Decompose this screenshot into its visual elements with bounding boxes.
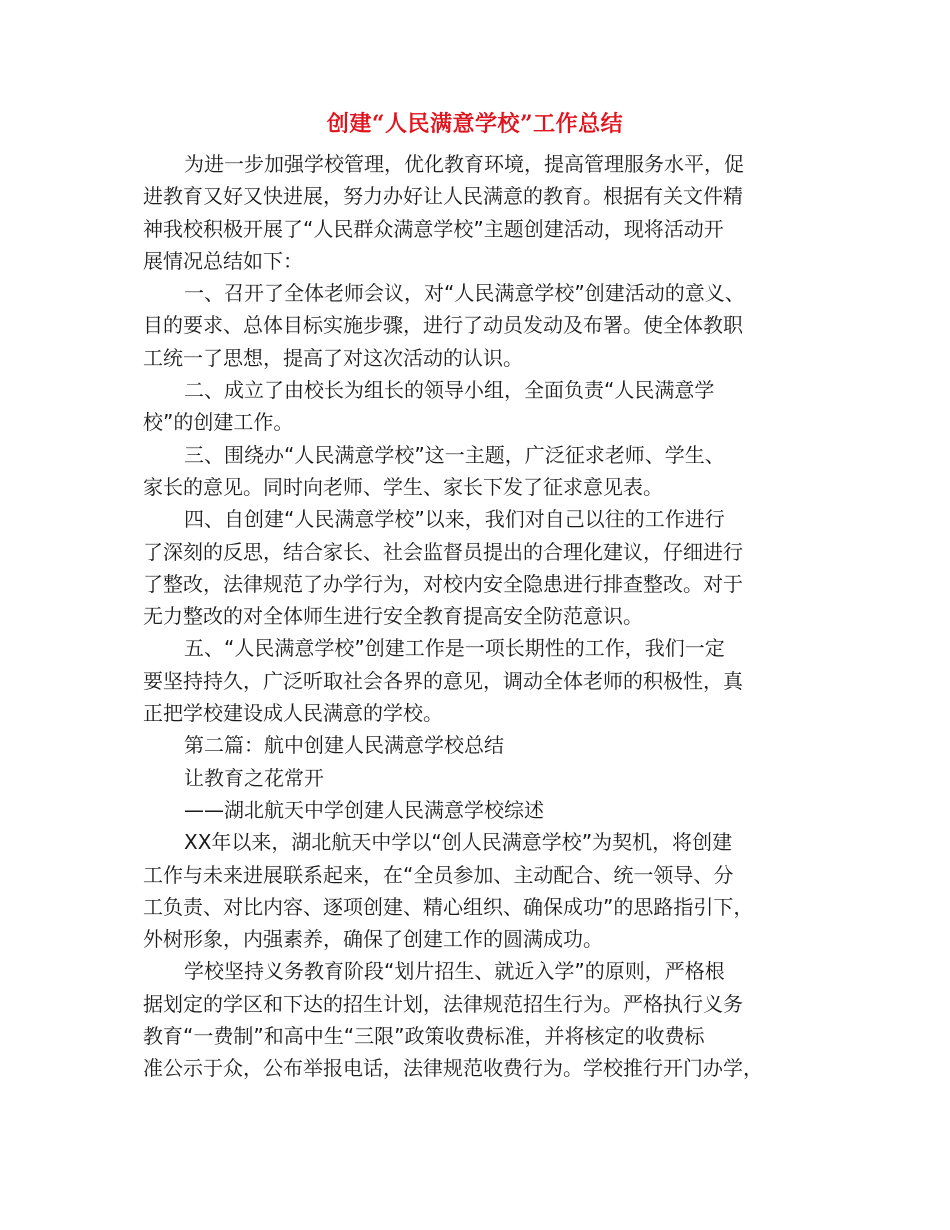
body-line: 展情况总结如下： [143, 248, 303, 273]
body-line: 神我校积极开展了“人民群众满意学校”主题创建活动，现将活动开 [143, 216, 724, 241]
body-line: 校”的创建工作。 [143, 410, 294, 435]
body-line: 要坚持持久，广泛听取社会各界的意见，调动全体老师的积极性，真 [143, 668, 743, 693]
body-line: 一、召开了全体老师会议，对“人民满意学校”创建活动的意义、 [184, 281, 745, 306]
body-line: 二、成立了由校长为组长的领导小组，全面负责“人民满意学 [184, 378, 715, 403]
body-line: 目的要求、总体目标实施步骤，进行了动员发动及布署。使全体教职 [143, 313, 743, 338]
body-line: 学校坚持义务教育阶段“划片招生、就近入学”的原则，严格根 [184, 959, 725, 984]
body-line: 准公示于众，公布举报电话，法律规范收费行为。学校推行开门办学， [143, 1056, 763, 1081]
body-line: 了整改，法律规范了办学行为，对校内安全隐患进行排查整改。对于 [143, 571, 743, 596]
body-line: ——湖北航天中学创建人民满意学校综述 [184, 797, 544, 822]
body-line: 教育“一费制”和高中生“三限”政策收费标准，并将核定的收费标 [143, 1024, 705, 1049]
body-line: 工负责、对比内容、逐项创建、精心组织、确保成功”的思路指引下， [143, 894, 754, 919]
body-line: 外树形象，内强素养，确保了创建工作的圆满成功。 [143, 927, 603, 952]
document-title: 创建“人民满意学校”工作总结 [326, 111, 624, 137]
document-body [143, 148, 808, 1085]
body-line: 家长的意见。同时向老师、学生、家长下发了征求意见表。 [143, 474, 663, 499]
body-line: 正把学校建设成人民满意的学校。 [143, 701, 443, 726]
body-line: 工统一了思想，提高了对这次活动的认识。 [143, 345, 523, 370]
body-line: 无力整改的对全体师生进行安全教育提高安全防范意识。 [143, 604, 643, 629]
body-line: 据划定的学区和下达的招生计划，法律规范招生行为。严格执行义务 [143, 991, 743, 1016]
body-line: 为进一步加强学校管理，优化教育环境，提高管理服务水平，促 [184, 152, 744, 176]
body-line: 四、自创建“人民满意学校”以来，我们对自己以往的工作进行 [184, 507, 725, 532]
body-line: 五、“人民满意学校”创建工作是一项长期性的工作，我们一定 [184, 636, 725, 661]
body-line: 工作与未来进展联系起来，在“全员参加、主动配合、统一领导、分 [143, 862, 734, 887]
body-line: XX年以来，湖北航天中学以“创人民满意学校”为契机，将创建 [184, 830, 733, 855]
body-line: 了深刻的反思，结合家长、社会监督员提出的合理化建议，仔细进行 [143, 539, 743, 564]
body-line: 三、围绕办“人民满意学校”这一主题，广泛征求老师、学生、 [184, 442, 725, 467]
body-line: 第二篇：航中创建人民满意学校总结 [184, 733, 504, 758]
body-line: 让教育之花常开 [184, 765, 324, 790]
body-line: 进教育又好又快进展，努力办好让人民满意的教育。根据有关文件精 [143, 184, 743, 209]
